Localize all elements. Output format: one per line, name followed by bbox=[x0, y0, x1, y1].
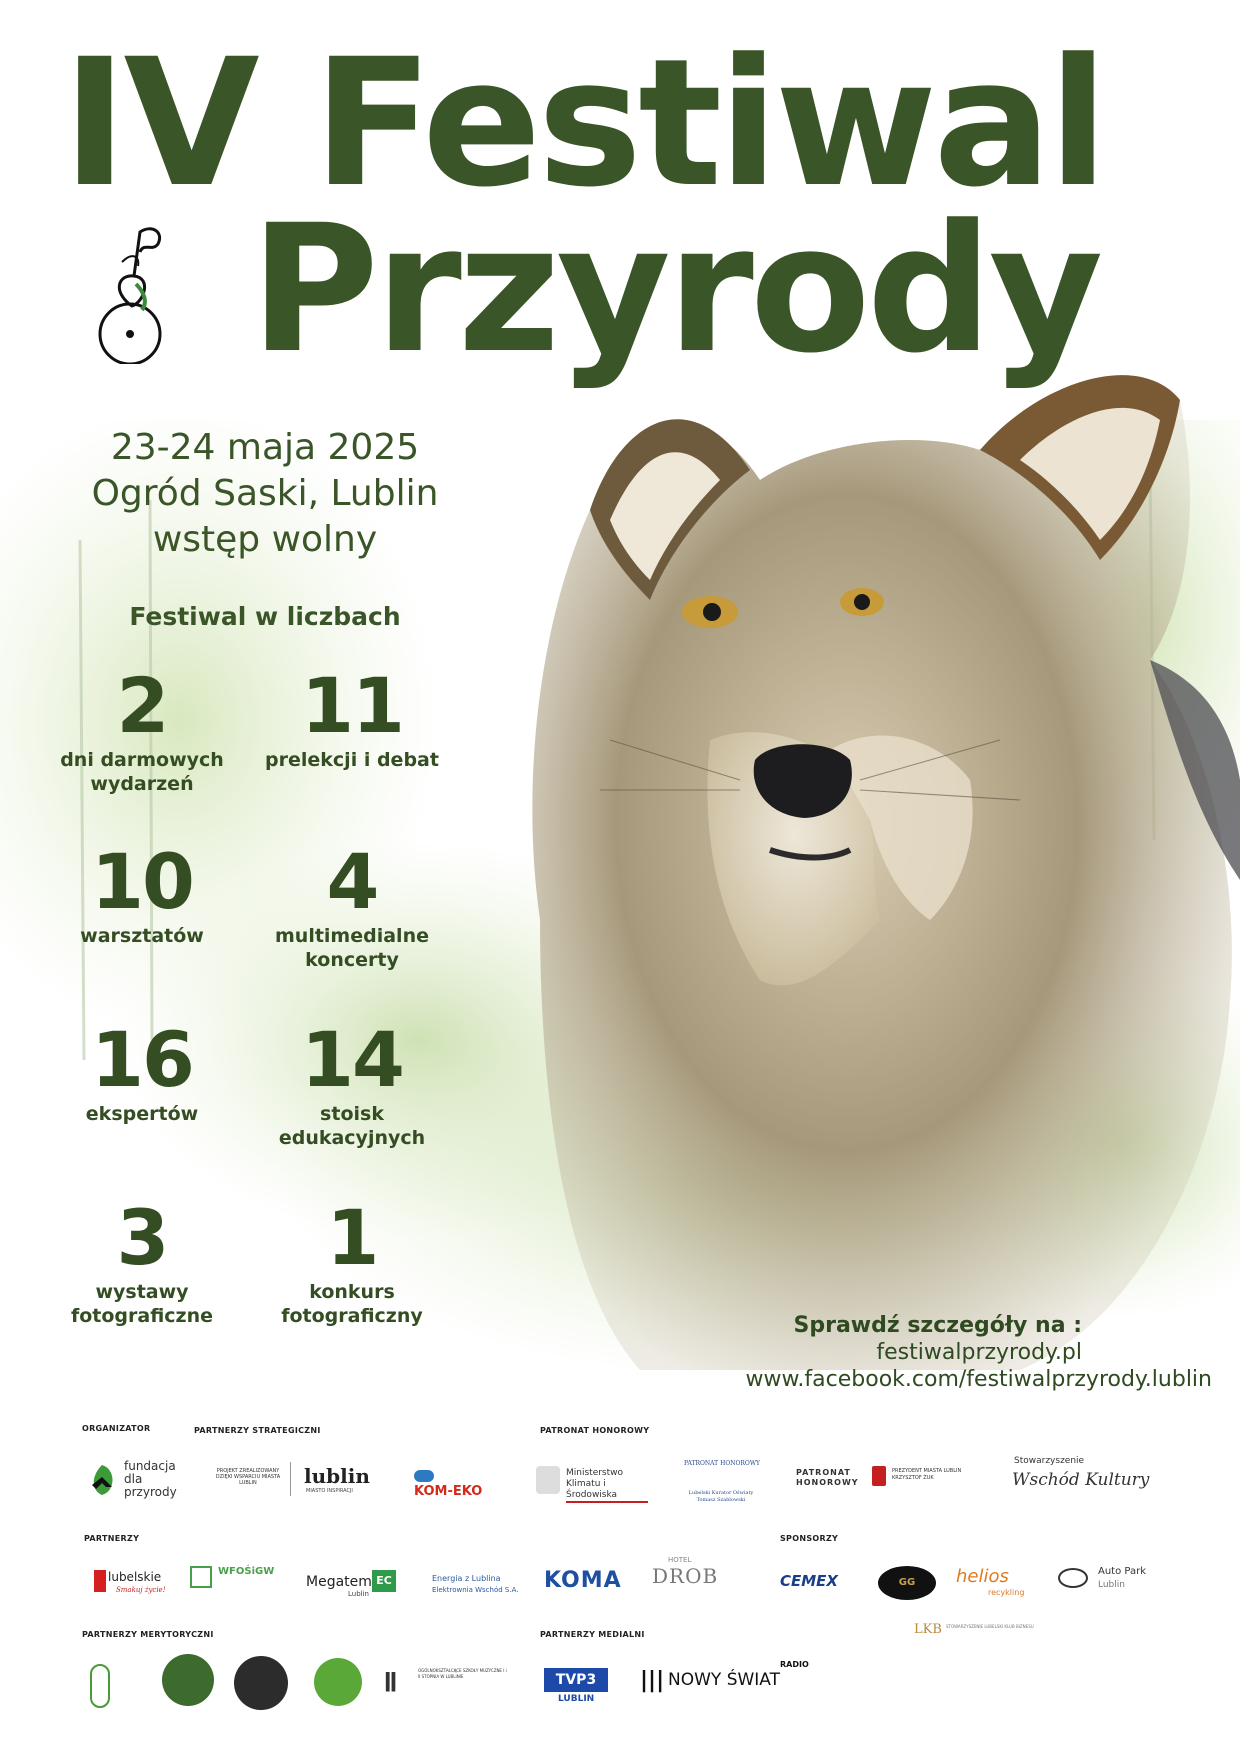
tvp3-sub: LUBLIN bbox=[558, 1694, 595, 1704]
lubelskie-tagline: Smakuj życie! bbox=[116, 1586, 166, 1594]
arboretum-icon bbox=[90, 1664, 110, 1708]
stats-heading: Festiwal w liczbach bbox=[129, 602, 401, 631]
wk-heading: Stowarzyszenie bbox=[1014, 1456, 1085, 1466]
stat-item bbox=[42, 837, 242, 948]
cemex-logo: CEMEX bbox=[780, 1572, 838, 1590]
wolf-illustration bbox=[500, 360, 1240, 1370]
fundacja-icon bbox=[86, 1463, 118, 1497]
stat-label: dni darmowych wydarzeń bbox=[60, 749, 224, 795]
roztoczanski-park-icon bbox=[162, 1654, 214, 1706]
stat-label: prelekcji i debat bbox=[265, 749, 439, 771]
wschod-kultury-logo: Wschód Kultury bbox=[1012, 1470, 1150, 1490]
section-media-partners: PARTNERZY MEDIALNI bbox=[540, 1630, 645, 1639]
section-strategic-partners: PARTNERZY STRATEGICZNI bbox=[194, 1426, 321, 1435]
stat-item bbox=[252, 1015, 452, 1150]
komeko-logo: KOM-EKO bbox=[414, 1484, 483, 1499]
eagle-emblem-icon bbox=[536, 1466, 560, 1494]
kurator-patronage: PATRONAT HONOROWY bbox=[684, 1460, 760, 1467]
stat-item bbox=[252, 661, 452, 772]
lubelskie-logo: lubelskie bbox=[108, 1570, 162, 1584]
stat-label: wystawy fotograficzne bbox=[70, 1281, 214, 1327]
fundacja-name: fundacja dla przyrody bbox=[124, 1459, 177, 1499]
komeko-icon bbox=[414, 1470, 434, 1482]
lubelskie-icon bbox=[94, 1570, 106, 1592]
event-dates: 23-24 maja 2025 bbox=[110, 427, 420, 468]
lublin-crest-icon bbox=[872, 1466, 886, 1486]
festival-title-line1: IV Festiwal bbox=[62, 21, 1105, 226]
lkb-logo: LKB bbox=[914, 1622, 942, 1637]
website-link[interactable]: festiwalprzyrody.pl bbox=[876, 1340, 1082, 1365]
tvp3-logo: TVP3 bbox=[544, 1668, 608, 1692]
hotel-drob-logo: DROB bbox=[652, 1564, 719, 1588]
stat-item bbox=[252, 837, 452, 972]
megatem-logo: Megatem bbox=[306, 1574, 372, 1590]
wfosigw-icon bbox=[190, 1566, 212, 1588]
section-sponsors: SPONSORZY bbox=[780, 1534, 839, 1543]
festival-logo-icon bbox=[92, 222, 172, 364]
stat-value: 1 bbox=[326, 1193, 378, 1282]
stat-value: 10 bbox=[91, 837, 193, 926]
wfosigw-logo: WFOŚiGW bbox=[218, 1566, 275, 1577]
stat-value: 4 bbox=[326, 837, 378, 926]
lkb-sub: STOWARZYSZENIE LUBELSKI KLUB BIZNESU bbox=[946, 1624, 1034, 1629]
hotel-label: HOTEL bbox=[668, 1556, 692, 1564]
fundacja-logo bbox=[86, 1460, 194, 1499]
lublin-tagline: MIASTO INSPIRACJI bbox=[306, 1488, 353, 1494]
stat-label: konkurs fotograficzny bbox=[281, 1281, 423, 1327]
stat-item bbox=[252, 1193, 452, 1328]
nature-foundation-icon bbox=[314, 1658, 362, 1706]
event-entry: wstęp wolny bbox=[152, 519, 378, 560]
event-venue: Ogród Saski, Lublin bbox=[91, 473, 439, 514]
stat-label: stoisk edukacyjnych bbox=[278, 1103, 426, 1149]
lublin-logo: lublin bbox=[304, 1464, 370, 1488]
usm-icon: ǁ bbox=[384, 1668, 398, 1692]
stat-label: multimedialne koncerty bbox=[275, 925, 429, 971]
radio-label: RADIO bbox=[780, 1660, 809, 1669]
stat-label: ekspertów bbox=[85, 1103, 199, 1125]
helios-sub: recykling bbox=[988, 1588, 1025, 1597]
usm-logo: OGÓLNOKSZTAŁCĄCE SZKOŁY MUZYCZNE I i II STOPNIA W LUBLINIE bbox=[418, 1668, 507, 1679]
stat-value: 3 bbox=[116, 1193, 168, 1282]
festival-title-line2: Przyrody bbox=[250, 187, 1100, 392]
megatem-sub: Lublin bbox=[348, 1590, 369, 1598]
helios-logo: helios bbox=[956, 1566, 1009, 1587]
toyota-icon bbox=[1058, 1568, 1088, 1588]
kurator-logo: Lubelski Kurator Oświaty Tomasz Szablowski bbox=[688, 1490, 754, 1503]
koma-logo: KOMA bbox=[544, 1568, 622, 1593]
stat-value: 11 bbox=[301, 661, 403, 750]
details-heading: Sprawdź szczegóły na : bbox=[793, 1313, 1082, 1338]
section-partners: PARTNERZY bbox=[84, 1534, 140, 1543]
section-content-partners: PARTNERZY MERYTORYCZNI bbox=[82, 1630, 214, 1639]
megatem-badge: EC bbox=[372, 1570, 396, 1592]
gg-logo: GG bbox=[878, 1566, 936, 1600]
polesie-park-icon bbox=[234, 1656, 288, 1710]
facebook-link[interactable]: www.facebook.com/festiwalprzyrody.lublin bbox=[745, 1367, 1212, 1392]
section-organizer: ORGANIZATOR bbox=[82, 1424, 151, 1433]
autopark-sub: Lublin bbox=[1098, 1580, 1125, 1590]
autopark-logo: Auto Park bbox=[1098, 1566, 1147, 1577]
nowy-swiat-logo: NOWY ŚWIAT bbox=[668, 1670, 781, 1690]
section-honorary-patronage: PATRONAT HONOROWY bbox=[540, 1426, 650, 1435]
energia-sub: Elektrownia Wschód S.A. bbox=[432, 1586, 519, 1594]
stat-value: 14 bbox=[301, 1015, 403, 1104]
divider bbox=[290, 1462, 291, 1496]
prezydent-patronage: PATRONAT HONOROWY bbox=[796, 1468, 859, 1487]
radio-wave-icon: ||| bbox=[640, 1668, 665, 1693]
stat-item bbox=[42, 1193, 242, 1328]
details-links bbox=[745, 1313, 1212, 1392]
stat-value: 16 bbox=[91, 1015, 193, 1104]
energia-logo: Energia z Lublina bbox=[432, 1574, 501, 1583]
stat-value: 2 bbox=[116, 661, 168, 750]
ministerstwo-logo: Ministerstwo Klimatu i Środowiska bbox=[566, 1468, 648, 1503]
project-note: PROJEKT ZREALIZOWANY DZIĘKI WSPARCIU MIASTA LUBLIN bbox=[215, 1468, 281, 1486]
stat-item bbox=[42, 1015, 242, 1126]
stat-item bbox=[42, 661, 242, 796]
prezydent-logo: PREZYDENT MIASTA LUBLIN KRZYSZTOF ŻUK bbox=[892, 1468, 962, 1481]
stat-label: warsztatów bbox=[80, 925, 204, 947]
